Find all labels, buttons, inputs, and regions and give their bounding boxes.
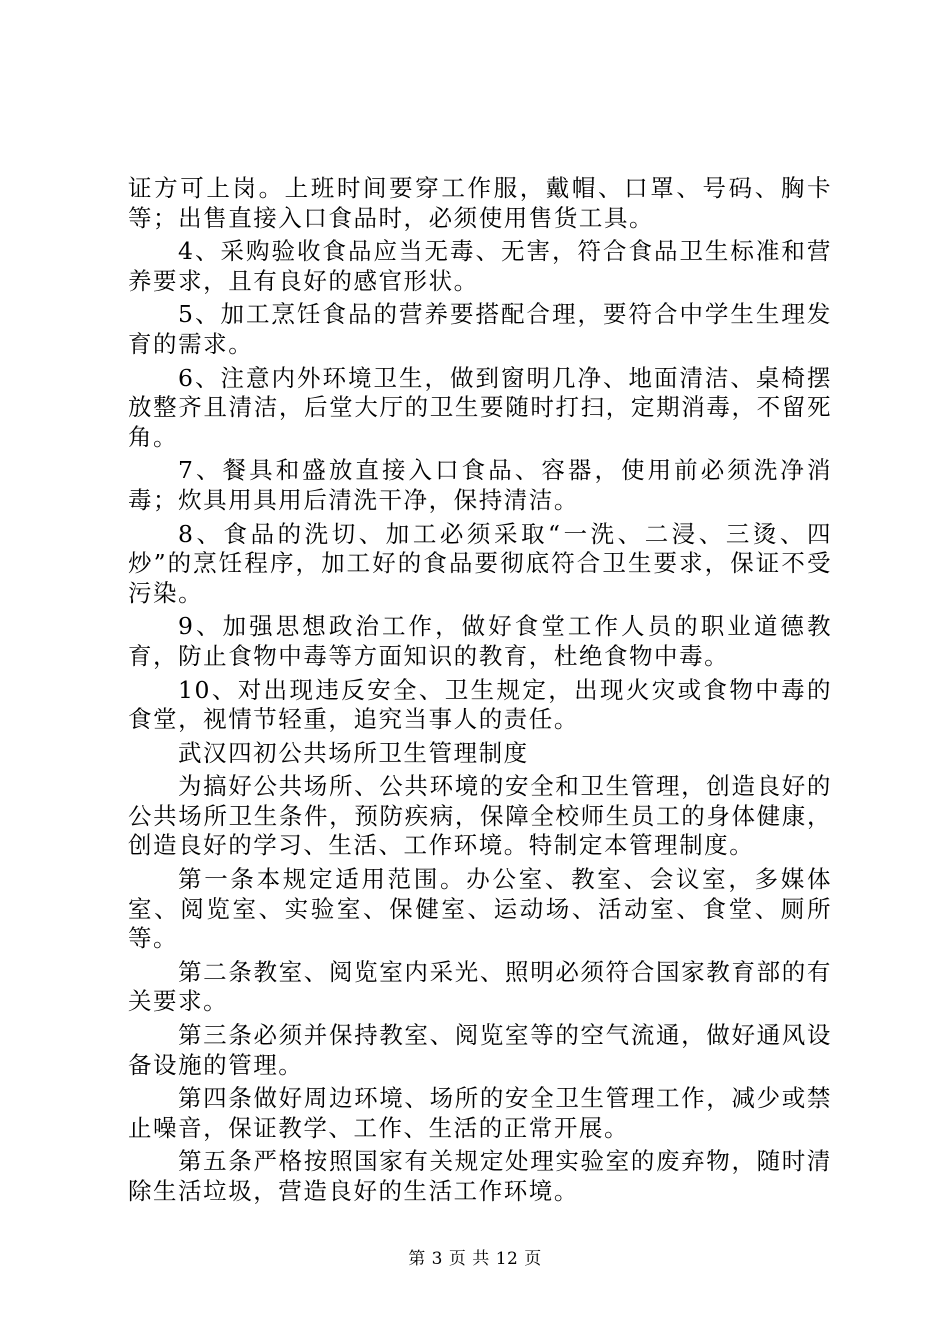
paragraph-article-4: 第四条做好周边环境、场所的安全卫生管理工作，减少或禁止噪音，保证教学、工作、生活的正常开展。 <box>128 1084 832 1142</box>
paragraph-article-2: 第二条教室、阅览室内采光、照明必须符合国家教育部的有关要求。 <box>128 957 832 1016</box>
paragraph-article-5: 第五条严格按照国家有关规定处理实验室的废弃物，随时清除生活垃圾，营造良好的生活工作环境。 <box>128 1147 832 1205</box>
paragraph-item-6: 6、注意内外环境卫生，做到窗明几净、地面清洁、桌椅摆放整齐且清洁，后堂大厅的卫生要随时打扫，定期消毒，不留死角。 <box>128 363 832 451</box>
paragraph-item-10: 10、对出现违反安全、卫生规定，出现火灾或食物中毒的食堂，视情节轻重，追究当事人的责任。 <box>128 675 832 734</box>
paragraph-item-7: 7、餐具和盛放直接入口食品、容器，使用前必须洗净消毒；炊具用具用后清洗干净，保持清洁。 <box>128 456 832 514</box>
paragraph-item-4: 4、采购验收食品应当无毒、无害，符合食品卫生标准和营养要求，且有良好的感官形状。 <box>128 237 832 295</box>
paragraph-item-8: 8、食品的洗切、加工必须采取“一洗、二浸、三烫、四炒”的烹饪程序，加工好的食品要彻底符合卫生要求，保证不受污染。 <box>128 519 832 607</box>
paragraph-article-1: 第一条本规定适用范围。办公室、教室、会议室，多媒体室、阅览室、实验室、保健室、运动场、活动室、食堂、厕所等。 <box>128 865 832 953</box>
paragraph-preamble: 为搞好公共场所、公共环境的安全和卫生管理，创造良好的公共场所卫生条件，预防疾病，保障全校师生员工的身体健康，创造良好的学习、生活、工作环境。特制定本管理制度。 <box>128 772 832 860</box>
paragraph-continued-intro: 证方可上岗。上班时间要穿工作服，戴帽、口罩、号码、胸卡等；出售直接入口食品时，必须使用售货工具。 <box>128 174 832 232</box>
page-footer <box>0 1244 950 1269</box>
paragraph-item-5: 5、加工烹饪食品的营养要搭配合理，要符合中学生生理发育的需求。 <box>128 300 832 358</box>
paragraph-article-3: 第三条必须并保持教室、阅览室等的空气流通，做好通风设备设施的管理。 <box>128 1021 832 1079</box>
document-body <box>128 174 832 1207</box>
section-title: 武汉四初公共场所卫生管理制度 <box>178 738 529 767</box>
page-number-label: 第 3 页 共 12 页 <box>408 1249 542 1269</box>
paragraph-item-9: 9、加强思想政治工作，做好食堂工作人员的职业道德教育，防止食物中毒等方面知识的教育，杜绝食物中毒。 <box>128 612 832 670</box>
